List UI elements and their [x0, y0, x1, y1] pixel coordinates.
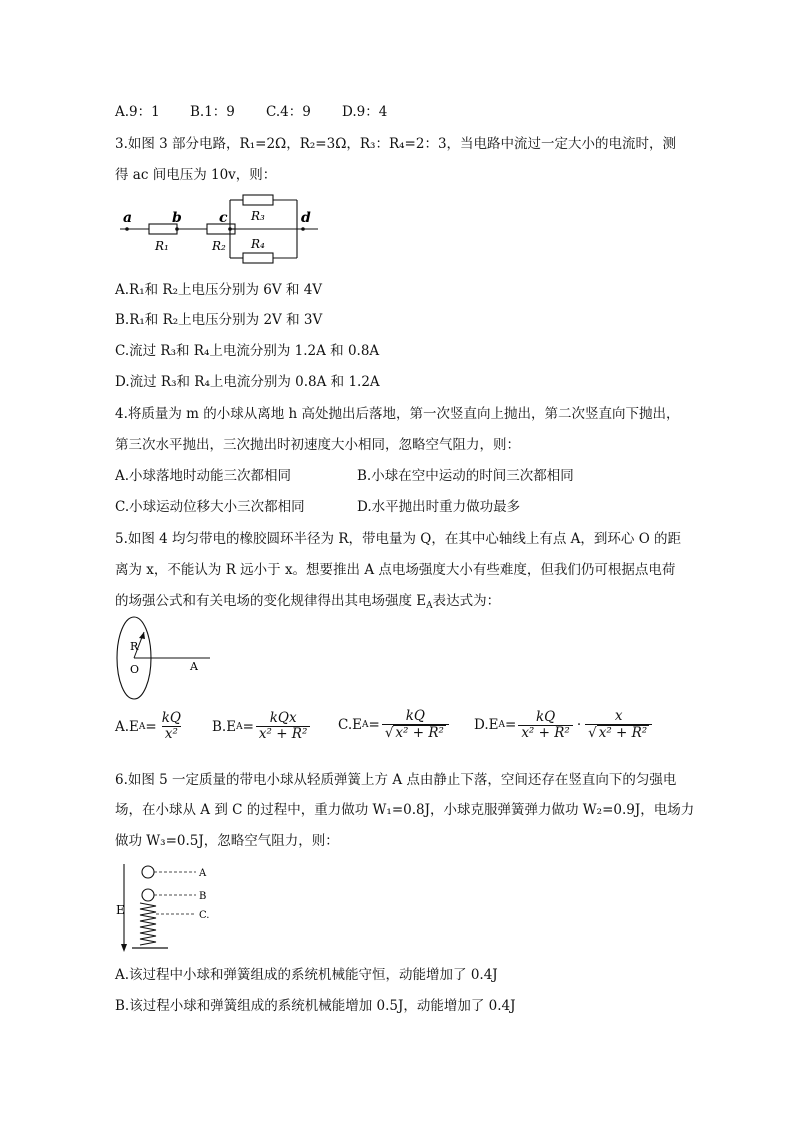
q2-option-a: A.9：1	[115, 104, 160, 120]
q6-stem-line1: 6.如图 5 一定质量的带电小球从轻质弹簧上方 A 点由静止下落，空间还存在竖直向下的匀强电	[115, 772, 677, 788]
q4-stem-line1: 4.将质量为 m 的小球从离地 h 高处抛出后落地，第一次竖直向上抛出，第二次竖直向下抛出，	[115, 406, 680, 422]
q5-option-a: A.E A = $\frac{kQ}{\text{x²}}$	[115, 710, 181, 742]
q4-option-c: C.小球运动位移大小三次都相同	[115, 499, 305, 515]
q6-spring-figure	[112, 860, 222, 956]
q3-circuit-figure	[115, 190, 325, 266]
ring-r-label: R	[130, 640, 139, 653]
node-a-label: a	[123, 210, 133, 226]
node-d-dot	[301, 227, 305, 231]
q6-stem-line3: 做功 W₃=0.5J，忽略空气阻力，则：	[115, 833, 339, 849]
node-a-dot	[125, 227, 129, 231]
q6-stem-line2: 场，在小球从 A 到 C 的过程中，重力做功 W₁=0.8J，小球克服弹簧弹力做功 W₂=0.9J，电场力	[115, 802, 695, 818]
point-a-label: A	[190, 660, 198, 673]
node-c-label: c	[219, 210, 228, 226]
q2-option-d: D.9：4	[342, 104, 388, 120]
q5-stem-line2: 离为 x，不能认为 R 远小于 x。想要推出 A 点电场强度大小有些难度，但我们仍可根据点电荷	[115, 562, 676, 578]
level-b-label: B	[199, 891, 207, 902]
q5-stem-line3: 的场强公式和有关电场的变化规律得出其电场强度 $E_A$表达式为：	[115, 593, 501, 611]
q2-option-c: C.4：9	[266, 104, 311, 120]
q5-option-c: C.E A = $\frac{kQ}{\text{√ x² + R²}}$	[338, 709, 451, 741]
q4-option-d: D.水平抛出时重力做功最多	[357, 499, 521, 515]
node-b-dot	[175, 227, 179, 231]
q4-option-a: A.小球落地时动能三次都相同	[115, 468, 292, 484]
r2-label: R₂	[212, 239, 226, 253]
q3-option-a: A.R₁和 R₂上电压分别为 6V 和 4V	[115, 282, 323, 298]
q3-stem-line2: 得 ac 间电压为 10v，则：	[115, 167, 277, 183]
q4-stem-line2: 第三次水平抛出，三次抛出时初速度大小相同，忽略空气阻力，则：	[115, 437, 520, 453]
level-a-label: A	[199, 868, 207, 879]
level-c-label: C.	[199, 910, 210, 921]
node-d-label: d	[301, 210, 311, 226]
q4-option-b: B.小球在空中运动的时间三次都相同	[357, 468, 574, 484]
q5-option-d: D.E A = $\frac{kQ}{\text{x² + R²}}$ · $\frac{x}{\text{√ x² + R²}}$	[474, 709, 654, 741]
q5-ring-figure	[112, 614, 222, 702]
q3-option-b: B.R₁和 R₂上电压分别为 2V 和 3V	[115, 312, 323, 328]
q5-option-b: B.E A = $\frac{\text{kQx}}{\text{x² + R²}}$	[212, 711, 312, 742]
q6-option-a: A.该过程中小球和弹簧组成的系统机械能守恒，动能增加了 0.4J	[115, 967, 498, 983]
q3-stem-line1: 3.如图 3 部分电路，R₁=2Ω，R₂=3Ω，R₃：R₄=2：3，当电路中流过一定大小的电流时，测	[115, 136, 677, 152]
q2-option-b: B.1：9	[190, 104, 235, 120]
field-e-label: E	[116, 903, 125, 917]
r1-label: R₁	[155, 239, 169, 253]
node-b-label: b	[172, 210, 182, 226]
r3-label: R₃	[251, 209, 265, 223]
q3-option-d: D.流过 R₃和 R₄上电流分别为 0.8A 和 1.2A	[115, 374, 380, 390]
q6-option-b: B.该过程小球和弹簧组成的系统机械能增加 0.5J，动能增加了 0.4J	[115, 998, 516, 1014]
ring-o-label: O	[130, 663, 140, 676]
node-c-dot	[228, 227, 232, 231]
q3-option-c: C.流过 R₃和 R₄上电流分别为 1.2A 和 0.8A	[115, 343, 380, 359]
r4-label: R₄	[251, 237, 265, 251]
q5-stem-line1: 5.如图 4 均匀带电的橡胶圆环半径为 R，带电量为 Q，在其中心轴线上有点 A，到环心 O 的距	[115, 531, 682, 547]
